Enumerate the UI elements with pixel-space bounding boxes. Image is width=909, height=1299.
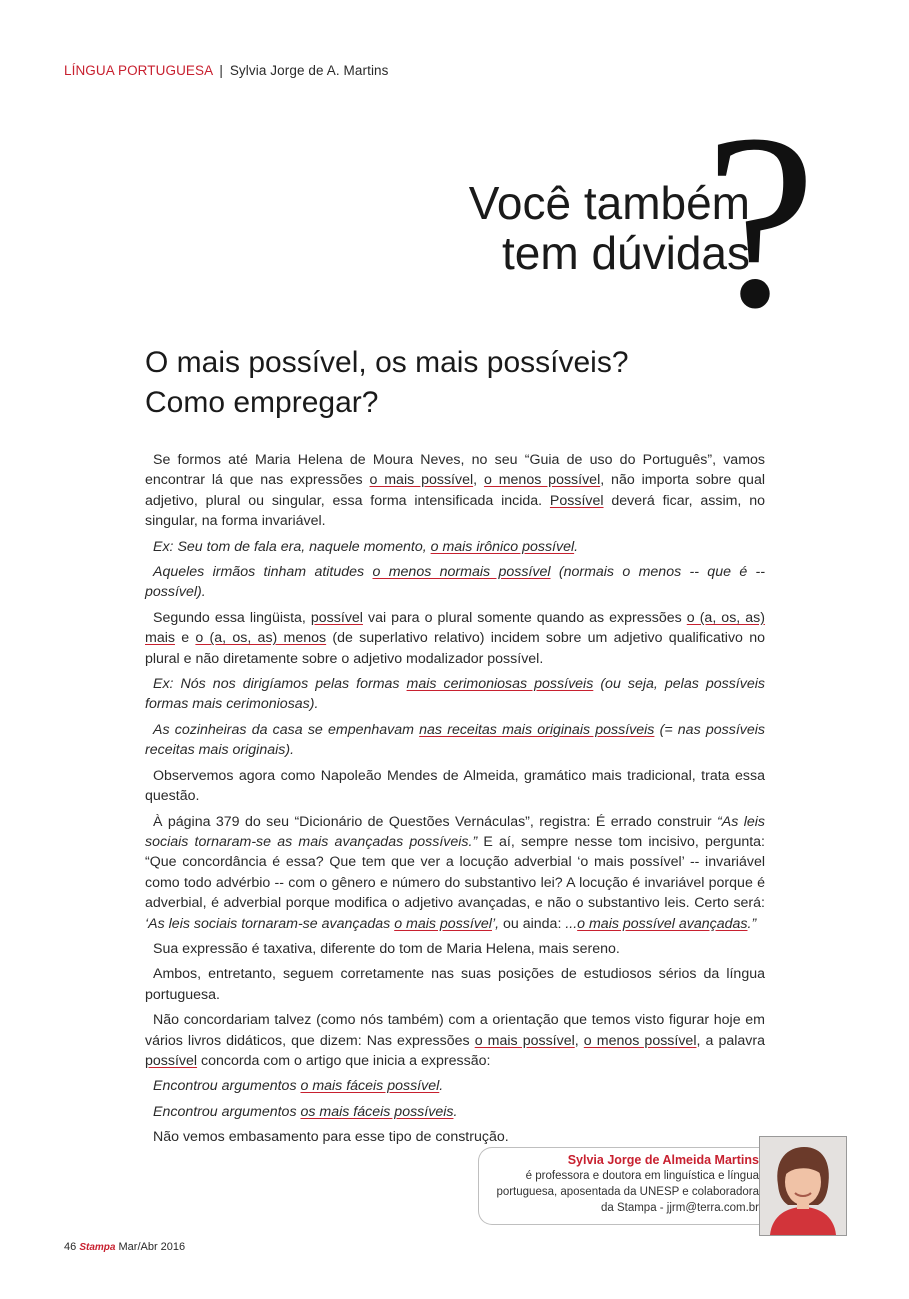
example: Aqueles irmãos tinham atitudes o menos normais possível (normais o menos -- que é -- possível). <box>145 564 765 601</box>
paragraph: Se formos até Maria Helena de Moura Neves, no seu “Guia de uso do Português”, vamos encontrar lá que nas expressões o mais possível, o menos possível, não importa sobre qual adjetivo, plural ou singular, essa forma intensificada incida. Possível deverá ficar, assim, no singular, na forma invariável. <box>145 452 765 530</box>
column-title <box>420 178 750 278</box>
page-header <box>64 63 389 78</box>
paragraph: Ambos, entretanto, seguem corretamente nas suas posições de estudiosos sérios da língua portuguesa. <box>145 966 765 1003</box>
header-author: Sylvia Jorge de A. Martins <box>229 63 389 78</box>
author-bio-line: portuguesa, aposentada da UNESP e colaboradora <box>496 1186 759 1198</box>
paragraph: Observemos agora como Napoleão Mendes de Almeida, gramático mais tradicional, trata essa questão. <box>145 767 765 805</box>
paragraph: À página 379 do seu “Dicionário de Questões Vernáculas”, registra: É errado construir “As leis sociais tornaram-se as mais avançadas possíveis.” E aí, sempre nesse tom incisivo, pergunta: “Que concordância é essa? Que tem que ver a locução adverbial ‘o mais possível’ -- invariável como todo advérbio -- com o gênero e número do substantivo lei? A locução é invariável porque é adverbial, é adverbial porque modifica o adjetivo avançadas, e não o substantivo leis. Certo será: ‘As leis sociais tornaram-se avançadas o mais possível’, ou ainda: ...o mais possível avançadas.” <box>145 813 765 932</box>
magazine-name: Stampa <box>79 1242 116 1253</box>
article-body <box>145 450 765 1153</box>
column-title-line-1: Você também <box>468 177 750 229</box>
paragraph: Não vemos embasamento para esse tipo de construção. <box>153 1129 509 1146</box>
author-name: Sylvia Jorge de Almeida Martins <box>567 1153 759 1167</box>
example: Ex: Seu tom de fala era, naquele momento, o mais irônico possível. <box>153 538 579 555</box>
page-footer <box>64 1241 185 1253</box>
author-portrait-icon <box>760 1137 846 1235</box>
author-bio-line: da Stampa - jjrm@terra.com.br <box>600 1202 759 1214</box>
example: As cozinheiras da casa se empenhavam nas receitas mais originais possíveis (= nas possíveis receitas mais originais). <box>145 721 765 759</box>
example: Encontrou argumentos os mais fáceis possíveis. <box>153 1103 458 1120</box>
article-title <box>145 343 629 423</box>
example: Encontrou argumentos o mais fáceis possível. <box>153 1078 444 1095</box>
author-bio-line: é professora e doutora em linguística e língua <box>525 1170 759 1182</box>
example: Ex: Nós nos dirigíamos pelas formas mais cerimoniosas possíveis (ou seja, pelas possíveis formas mais cerimoniosas). <box>145 676 765 713</box>
article-title-line-1: O mais possível, os mais possíveis? <box>145 346 629 379</box>
question-mark-graphic: ? <box>705 83 816 360</box>
paragraph: Segundo essa lingüista, possível vai para o plural somente quando as expressões o (a, os, as) mais e o (a, os, as) menos (de superlativo relativo) incidem sobre um adjetivo qualificativo no plural e não diretamente sobre o adjetivo modalizador possível. <box>145 609 765 667</box>
author-bio <box>469 1152 759 1216</box>
article-title-line-2: Como empregar? <box>145 386 379 419</box>
section-label: LÍNGUA PORTUGUESA <box>64 63 213 78</box>
paragraph: Sua expressão é taxativa, diferente do tom de Maria Helena, mais sereno. <box>153 940 620 957</box>
page-number: 46 <box>64 1241 77 1253</box>
issue-date: Mar/Abr 2016 <box>118 1241 186 1253</box>
header-separator: | <box>219 63 223 78</box>
author-photo <box>759 1136 847 1236</box>
paragraph: Não concordariam talvez (como nós também) com a orientação que temos visto figurar hoje em vários livros didáticos, que dizem: Nas expressões o mais possível, o menos possível, a palavra possível concorda com o artigo que inicia a expressão: <box>145 1012 766 1069</box>
column-title-line-2: tem dúvidas <box>501 227 750 279</box>
